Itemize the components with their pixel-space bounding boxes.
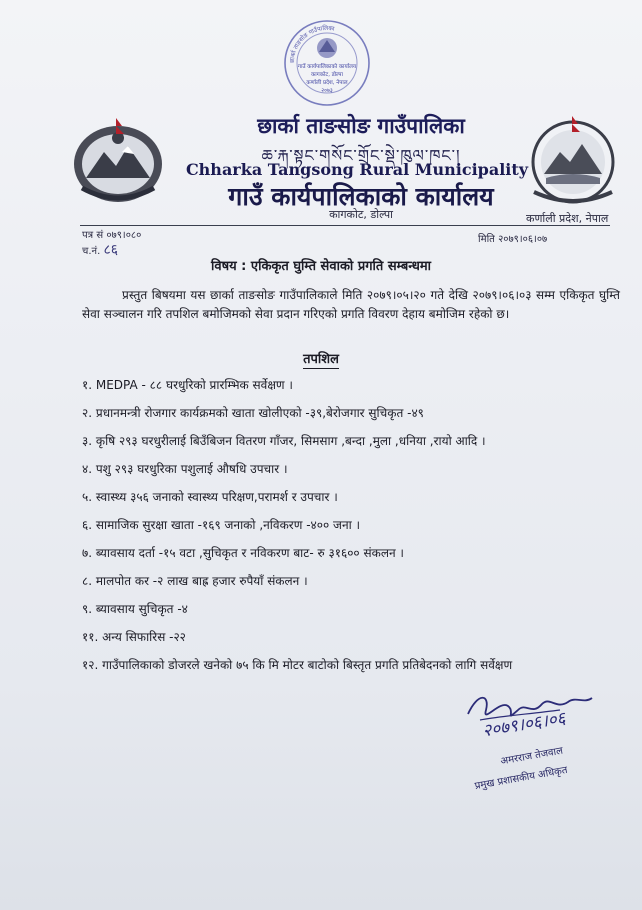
details-heading-text: तपशिल <box>303 352 339 367</box>
municipality-name-nepali: छार्का ताङसोङ गाउँपालिका <box>257 114 465 138</box>
province-name: कर्णाली प्रदेश, नेपाल <box>526 212 609 225</box>
chalani-value: ८६ <box>103 242 119 258</box>
header-divider <box>80 225 610 226</box>
patra-label: पत्र सं <box>82 230 104 241</box>
date-value: २०७९।०६।०७ <box>498 234 548 245</box>
signatory-title: प्रमुख प्रशासकीय अधिकृत <box>474 764 569 793</box>
list-item: ८. मालपोत कर -२ लाख बाह्र हजार रुपैयाँ संकलन । <box>82 574 308 588</box>
list-item: ७. ब्यावसाय दर्ता -१५ वटा ,सुचिकृत र नविकरण बाट- रु ३१६०० संकलन । <box>82 546 404 560</box>
seal-text-line: कागकोट, डोल्पा <box>311 72 343 78</box>
office-title: गाउँ कार्यपालिकाको कार्यालय <box>228 182 494 211</box>
seal-text-arc: छार्का ताङसोङ गाउँपालिका <box>288 24 335 64</box>
municipality-name-english: Chharka Tangsong Rural Municipality <box>185 160 529 179</box>
office-seal-stamp <box>282 18 372 108</box>
list-item: ४. पशु २९३ घरधुरिका पशुलाई औषधि उपचार । <box>82 462 288 476</box>
list-item: १२. गाउँपालिकाको डोजरले खनेको ७५ कि मि मोटर बाटोको बिस्तृत प्रगति प्रतिबेदनको लागि सर्वेक्षण <box>82 658 513 672</box>
seal-text-line: गाउँ कार्यपालिकाको कार्यालय <box>297 64 357 70</box>
office-location: कागकोट, डोल्पा <box>329 208 393 221</box>
letter-subject: विषय : एकिकृत घुम्ति सेवाको प्रगति सम्बन्धमा <box>210 259 432 274</box>
signature-date: २०७९।०६।०६ <box>481 708 567 742</box>
list-item: ५. स्वास्थ्य ३५६ जनाको स्वास्थ्य परिक्षण,परामर्श र उपचार । <box>82 490 338 504</box>
signatory-name: अमरराज तेजवाल <box>499 745 564 768</box>
list-item: ३. कृषि २९३ घरधुरीलाई बिउँबिजन वितरण गाँजर, सिमसाग ,बन्दा ,मुला ,धनिया ,रायो आदि । <box>82 434 486 448</box>
seal-text-line: कर्णाली प्रदेश, नेपाल <box>306 80 348 86</box>
list-item: २. प्रधानमन्त्री रोजगार कार्यक्रमको खाता खोलीएको -३९,बेरोजगार सुचिकृत -४९ <box>82 406 424 420</box>
date-label: मिति <box>478 234 495 245</box>
municipality-name-tibetan: ཆ་རྐ་སྟང་གསོང་གྲོང་སྡེ་ཁུལ་ཁང་། <box>261 146 461 165</box>
details-heading <box>0 349 642 367</box>
chalani-label: च.नं. <box>82 246 101 257</box>
list-item: १. MEDPA - ८८ घरधुरिको प्रारम्भिक सर्वेक्षण । <box>82 378 293 392</box>
patra-number <box>82 228 141 243</box>
list-item: ९. ब्यावसाय सुचिकृत -४ <box>82 602 188 616</box>
reference-block <box>82 228 141 259</box>
patra-value: ०७९।०८० <box>106 230 142 241</box>
details-list <box>82 375 622 683</box>
body-paragraph: प्रस्तुत बिषयमा यस छार्का ताङसोङ गाउँपालिकाले मिति २०७९।०५।२० गते देखि २०७९।०६।०३ सम्म एकिकृत घुम्ति सेवा सञ्चालन गरि तपशिल बमोजिमको सेवा प्रदान गरिएको प्रगति विवरण देहाय बमोजिम रहेको छ। <box>82 288 620 321</box>
list-item: ६. सामाजिक सुरक्षा खाता -१६९ जनाको ,नविकरण -४०० जना । <box>82 518 361 532</box>
letter-date <box>478 231 547 245</box>
list-item: ११. अन्य सिफारिस -२२ <box>82 630 186 644</box>
seal-text-line: २०७३ <box>321 88 333 94</box>
